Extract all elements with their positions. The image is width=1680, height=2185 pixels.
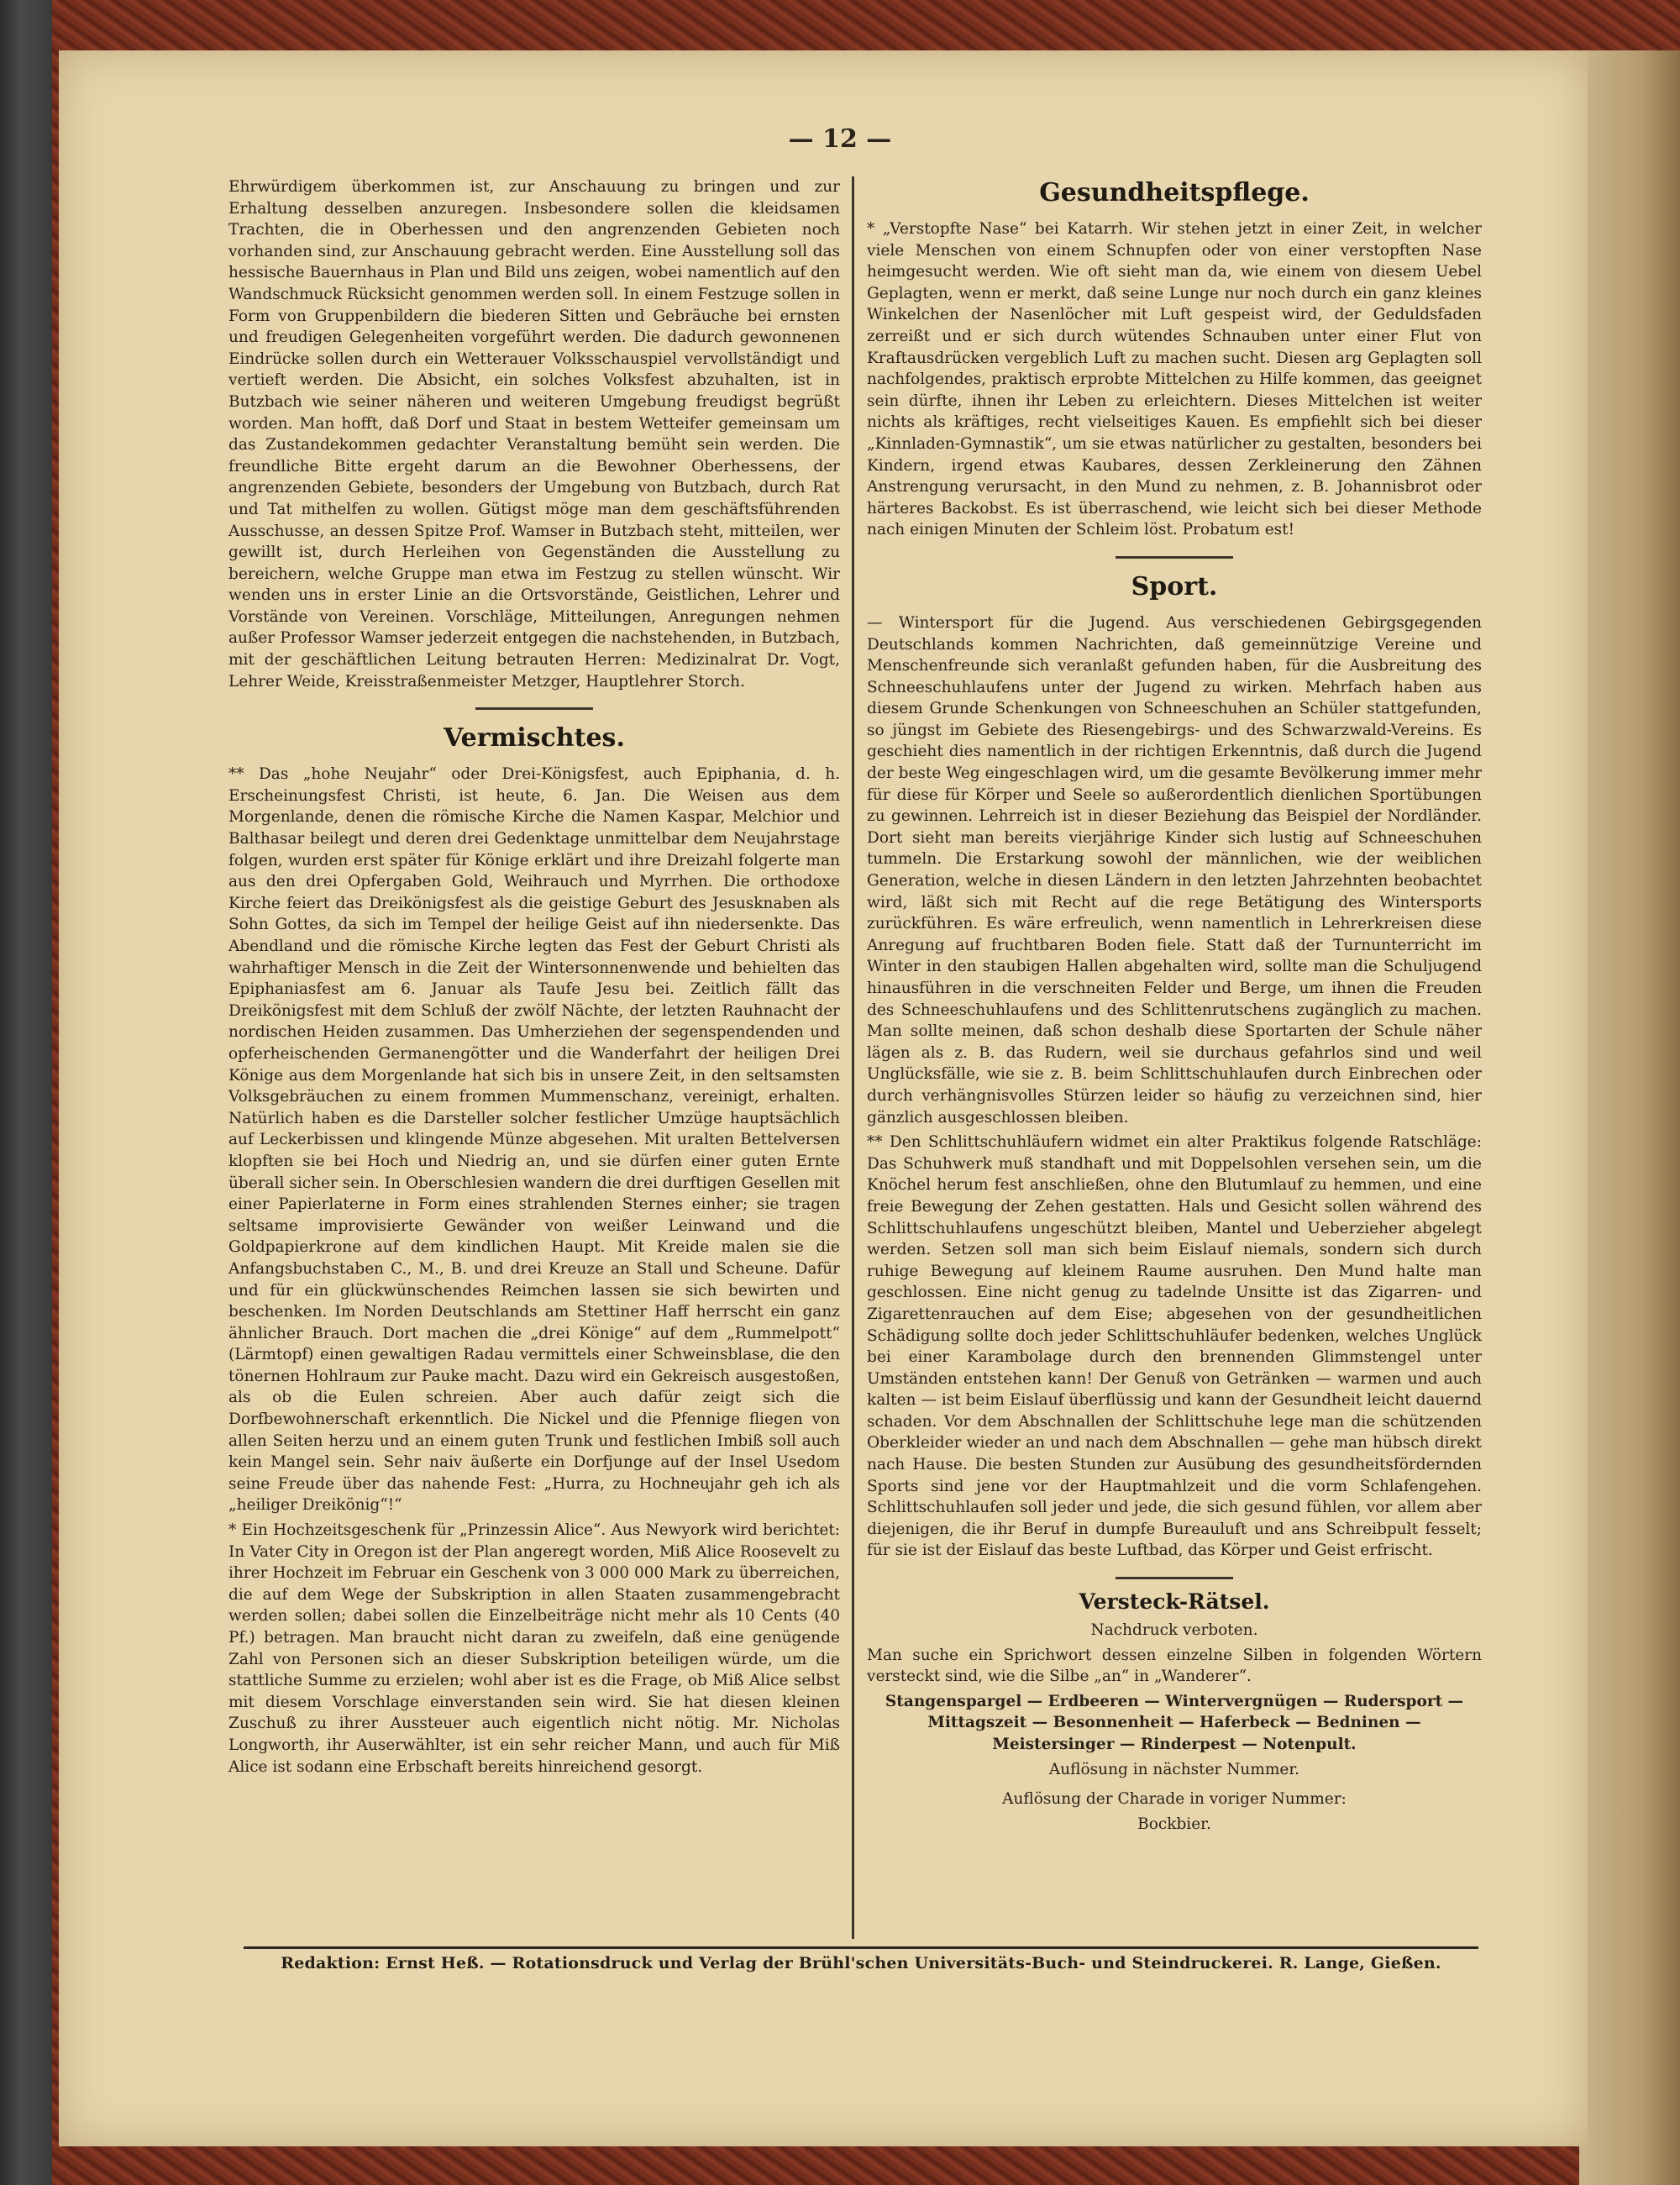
section-divider xyxy=(1116,1577,1233,1579)
section-divider xyxy=(1116,556,1233,559)
nase-article: * „Verstopfte Nase“ bei Katarrh. Wir stehen jetzt in einer Zeit, in welcher viele Menschen von einem Schnupfen oder von einer verstopften Nase heimgesucht werden. Wie oft sieht man da, wie einem von diesem Uebel Geplagten, wenn er merkt, daß seine Lunge nur noch durch ein ganz kleines Winkelchen der Nasenlöcher mit Luft gespeist wird, der Geduldsfaden zerreißt und er sich durch wütendes Schnauben unter einer Flut von Kraftausdrücken vergeblich Luft zu machen sucht. Diesen arg Geplagten soll nachfolgendes, praktisch erprobte Mittelchen zu Hilfe kommen, das geeignet sein dürfte, ihnen ihr Leben zu erleichtern. Dieses Mittelchen ist weiter nichts als kräftiges, recht vielseitiges Kauen. Es empfiehlt sich bei dieser „Kinnladen-Gymnastik“, um sie etwas natürlicher zu gestalten, besonders bei Kindern, irgend etwas Kaubares, dessen Zerkleinerung den Zähnen Anstrengung verursacht, in den Mund zu nehmen, z. B. Johannisbrot oder härteres Backobst. Es ist überraschend, wie leicht sich bei dieser Methode nach einigen Minuten der Schleim löst. Probatum est! xyxy=(867,220,1482,539)
heading-versteck-raetsel: Versteck-Rätsel. xyxy=(1079,1589,1270,1615)
nachdruck-notice: Nachdruck verboten. xyxy=(1090,1621,1258,1640)
aufloesung-next-issue: Auflösung in nächster Nummer. xyxy=(1048,1760,1300,1778)
dreikoenig-article: ** Das „hohe Neujahr“ oder Drei-Königsfest, auch Epiphania, d. h. Erscheinungsfest Christi, ist heute, 6. Jan. Die Weisen aus dem Morgenlande, denen die römische Kirche die Namen Kaspar, Melchior und Balthasar beilegt und deren drei Gedenktage unmittelbar dem Neujahrstage folgen, wurden erst später für Könige erklärt und ihre Dreizahl folgerte man aus den drei Opfergaben Gold, Weihrauch und Myrrhen. Die orthodoxe Kirche feiert das Dreikönigsfest als die geistige Geburt des Jesusknaben als Sohn Gottes, da sich im Tempel der heilige Geist auf ihn niedersenkte. Das Abendland und die römische Kirche legten das Fest der Geburt Christi als wahrhaftiger Mensch in die Zeit der Wintersonnenwende und behielten das Epiphaniasfest am 6. Januar als Taufe Jesu bei. Zeitlich fällt das Dreikönigsfest mit dem Schluß der zwölf Nächte, der letzten Rauhnacht der nordischen Heiden zusammen. Das Umherziehen der segenspendenden und opferheischenden Germanengötter und die Wanderfahrt der heiligen Drei Könige aus dem Morgenlande hat sich bis in unsere Zeit, in den seltsamsten Volksgebräuchen zu einem frommen Mummenschanz, vereinigt, erhalten. Natürlich haben es die Darsteller solcher festlicher Umzüge hauptsächlich auf Leckerbissen und klingende Münze abgesehen. Mit uralten Bettelversen klopften sie bei Hoch und Niedrig an, und sie dürfen einer guten Ernte überall sicher sein. In Oberschlesien wandern die drei durftigen Gesellen mit einer Papierlaterne in Form eines strahlenden Sternes einher; sie tragen seltsame improvisierte Gewänder von weißer Leinwand und die Goldpapierkrone auf dem kindlichen Haupt. Mit Kreide malen sie die Anfangsbuchstaben C., M., B. und drei Kreuze an Stall und Scheune. Dafür und für ein glückwünschendes Reimchen lassen sie sich bewirten und beschenken. Im Norden Deutschlands am Stettiner Haff herrscht ein ganz ähnlicher Brauch. Dort machen die „drei Könige“ auf dem „Rummelpott“ (Lärmtopf) einen gewaltigen Radau vermittels einer Schweinsblase, die den tönernen Hohlraum zur Pauke macht. Dazu wird ein Gekreisch ausgestoßen, als ob die Eulen schreien. Aber auch dafür zeigt sich die Dorfbewohnerschaft erkenntlich. Die Nickel und die Pfennige fliegen von allen Seiten herzu und an einem guten Trunk und festlichen Imbiß soll auch kein Mangel sein. Sehr naiv äußerte ein Dorfjunge auf der Insel Usedom seine Freude über das nahende Fest: „Hurra, zu Hochneujahr geh ich als „heiliger Dreikönig“!“ xyxy=(228,765,840,1515)
heading-gesundheitspflege: Gesundheitspflege. xyxy=(1039,178,1310,207)
festival-article-continuation: Ehrwürdigem überkommen ist, zur Anschauung zu bringen und zur Erhaltung desselben anzuregen. Insbesondere sollen die kleidsamen Trachten, die in Oberhessen und den angrenzenden Gebieten noch vorhanden sind, zur Anschauung gebracht werden. Eine Ausstellung soll das hessische Bauernhaus in Plan und Bild uns zeigen, wobei namentlich auf den Wandschmuck Rücksicht genommen werden soll. In einem Festzuge sollen in Form von Gruppenbildern die biederen Sitten und Gebräuche bei ernsten und freudigen Gelegenheiten vorgeführt werden. Die dadurch gewonnenen Eindrücke sollen durch ein Wetterauer Volksschauspiel vervollständigt und vertieft werden. Die Absicht, ein solches Volksfest abzuhalten, ist in Butzbach wie seiner näheren und weiteren Umgebung freudigst begrüßt worden. Man hofft, daß Dorf und Staat in bestem Wetteifer gemeinsam um das Zustandekommen gedachter Veranstaltung bemüht sein werden. Die freundliche Bitte ergeht darum an die Bewohner Oberhessens, der angrenzenden Gebiete, besonders der Umgebung von Butzbach, durch Rat und Tat mithelfen zu wollen. Gütigst möge man dem geschäftsführenden Ausschusse, an dessen Spitze Prof. Wamser in Butzbach steht, mitteilen, wer gewillt ist, durch Herleihen von Gegenständen die Ausstellung zu bereichern, welche Gruppe man etwa im Festzug zu stellen wünscht. Wir wenden uns in erster Linie an die Ortsvorstände, Geistlichen, Lehrer und Vorstände von Vereinen. Vorschläge, Mitteilungen, Anregungen nehmen außer Professor Wamser jederzeit entgegen die nachstehenden, in Butzbach, mit der geschäftlichen Leitung betrauten Herren: Medizinalrat Dr. Vogt, Lehrer Weide, Kreisstraßenmeister Metzger, Hauptlehrer Storch. xyxy=(228,178,840,691)
page-edges xyxy=(1579,50,1680,2185)
raetsel-words: Stangenspargel — Erdbeeren — Wintervergnügen — Rudersport — Mittagszeit — Besonnenheit — Haferbeck — Bedninen — Meistersinger — Rinderpest — Notenpult. xyxy=(885,1692,1464,1753)
footer-rule xyxy=(244,1946,1478,1949)
heading-vermischtes: Vermischtes. xyxy=(444,723,625,754)
raetsel-intro: Man suche ein Sprichwort dessen einzelne Silben in folgenden Wörtern versteckt sind, wie die Silbe „an“ in „Wanderer“. xyxy=(867,1646,1482,1686)
schlittschuh-article: ** Den Schlittschuhläufern widmet ein alter Praktikus folgende Ratschläge: Das Schuhwerk muß standhaft und mit Doppelsohlen versehen sein, um die Knöchel herum fest anschließen, ohne den Blutumlauf zu hemmen, und eine freie Bewegung der Zehen gestatten. Hals und Gesicht sollen während des Schlittschuhlaufens ungeschützt bleiben, Mantel und Ueberzieher abgelegt werden. Setzen soll man sich beim Eislauf niemals, sondern sich durch ruhige Bewegung auf kleinem Raume ausruhen. Den Mund halte man geschlossen. Eine nicht genug zu tadelnde Unsitte ist das Zigarren- und Zigarettenrauchen auf dem Eise; abgesehen von der gesundheitlichen Schädigung sollte doch jeder Schlittschuhläufer bedenken, welches Unglück bei einer Karambolage durch den brennenden Glimmstengel unter Umständen entstehen kann! Der Genuß von Getränken — warmen und auch kalten — ist beim Eislauf überflüssig und kann der Gesundheit leicht dauernd schaden. Vor dem Abschnallen der Schlittschuhe lege man die schützenden Oberkleider wieder an und nach dem Abschnallen — gehe man hübsch direkt nach Hause. Die besten Stunden zur Ausübung des gesundheitsfördernden Sports sind jene vor der Hauptmahlzeit und die vorm Schlafengehen. Schlittschuhlaufen soll jeder und jede, die sich gesund fühlen, vor allem aber diejenigen, die ihr Beruf in dumpfe Bureauluft und ans Schreibpult fesselt; für sie ist der Eislauf das beste Luftbad, das Körper und Geist erfrischt. xyxy=(867,1133,1482,1560)
column-divider xyxy=(852,176,854,1939)
charade-solution-label: Auflösung der Charade in voriger Nummer: xyxy=(1002,1790,1347,1809)
wintersport-article: — Wintersport für die Jugend. Aus verschiedenen Gebirgsgegenden Deutschlands kommen Nachrichten, daß gemeinnützige Vereine und Menschenfreunde sich veranlaßt gefunden haben, für die Ausbreitung des Schneeschuhlaufens unter der Jugend zu wirken. Mehrfach haben aus diesem Grunde Schenkungen von Schneeschuhen an Schüler stattgefunden, so jüngst im Gebiete des Riesengebirgs- und des Schwarzwald-Vereins. Es geschieht dies namentlich in der richtigen Erkenntnis, daß durch die Jugend der beste Weg eingeschlagen wird, um die gesamte Bevölkerung immer mehr für diese für Körper und Seele so außerordentlich dienlichen Sportübungen zu gewinnen. Lehrreich ist in dieser Beziehung das Beispiel der Nordländer. Dort sieht man bereits vierjährige Kinder sich lustig auf Schneeschuhen tummeln. Die Erstarkung sowohl der männlichen, wie der weiblichen Generation, welche in diesen Ländern in den letzten Jahrzehnten beobachtet wird, läßt sich mit Recht auf die rege Betätigung des Wintersports zurückführen. Es wäre erfreulich, wenn namentlich in Lehrerkreisen diese Anregung auf fruchtbaren Boden fiele. Statt daß der Turnunterricht im Winter in den staubigen Hallen abgehalten wird, sollte man die Schuljugend hinausführen in die verschneiten Felder und Berge, um ihnen die Freuden des Schneeschuhlaufens und des Schlittenrutschens zugänglich zu machen. Man sollte meinen, daß schon deshalb diese Sportarten der Schule näher lägen als z. B. das Rudern, weil sie durchaus gefahrlos sind und weil Unglücksfälle, wie sie z. B. beim Schlittschuhlaufen durch Einbrechen oder durch verhängnisvolles Stürzen leider so häufig zu verzeichnen sind, hier gänzlich ausgeschlossen bleiben. xyxy=(867,613,1482,1127)
heading-sport: Sport. xyxy=(1131,571,1218,601)
alice-article: * Ein Hochzeitsgeschenk für „Prinzessin Alice“. Aus Newyork wird berichtet: In Vater City in Oregon ist der Plan angeregt worden, Miß Alice Roosevelt zu ihrer Hochzeit im Februar ein Geschenk von 3 000 000 Mark zu überreichen, die auf dem Wege der Subskription in allen Staaten zusammengebracht werden sollen; dabei sollen die Einzelbeiträge nicht mehr als 10 Cents (40 Pf.) betragen. Man braucht nicht daran zu zweifeln, daß eine genügende Zahl von Personen sich an dieser Subskription beteiligen würde, um die stattliche Summe zu erzielen; wohl aber ist es die Frage, ob Miß Alice selbst mit diesem Vorschlage einverstanden sein wird. Sie hat diesen kleinen Zuschuß zu ihrer Aussteuer auch eigentlich nicht nötig. Mr. Nicholas Longworth, ihr Auserwählter, ist ein sehr reicher Mann, und auch für Miß Alice ist sodann eine Erbschaft bereits hinreichend gesorgt. xyxy=(228,1521,840,1776)
left-column xyxy=(228,176,840,1781)
book-spine xyxy=(0,0,52,2185)
imprint-footer: Redaktion: Ernst Heß. — Rotationsdruck und Verlag der Brühl'schen Universitäts-Buch- und Steindruckerei. R. Lange, Gießen. xyxy=(281,1954,1441,1972)
section-divider xyxy=(475,707,593,710)
page-number: — 12 — xyxy=(788,124,892,154)
charade-solution-answer: Bockbier. xyxy=(1137,1815,1211,1833)
right-column xyxy=(867,176,1482,1838)
